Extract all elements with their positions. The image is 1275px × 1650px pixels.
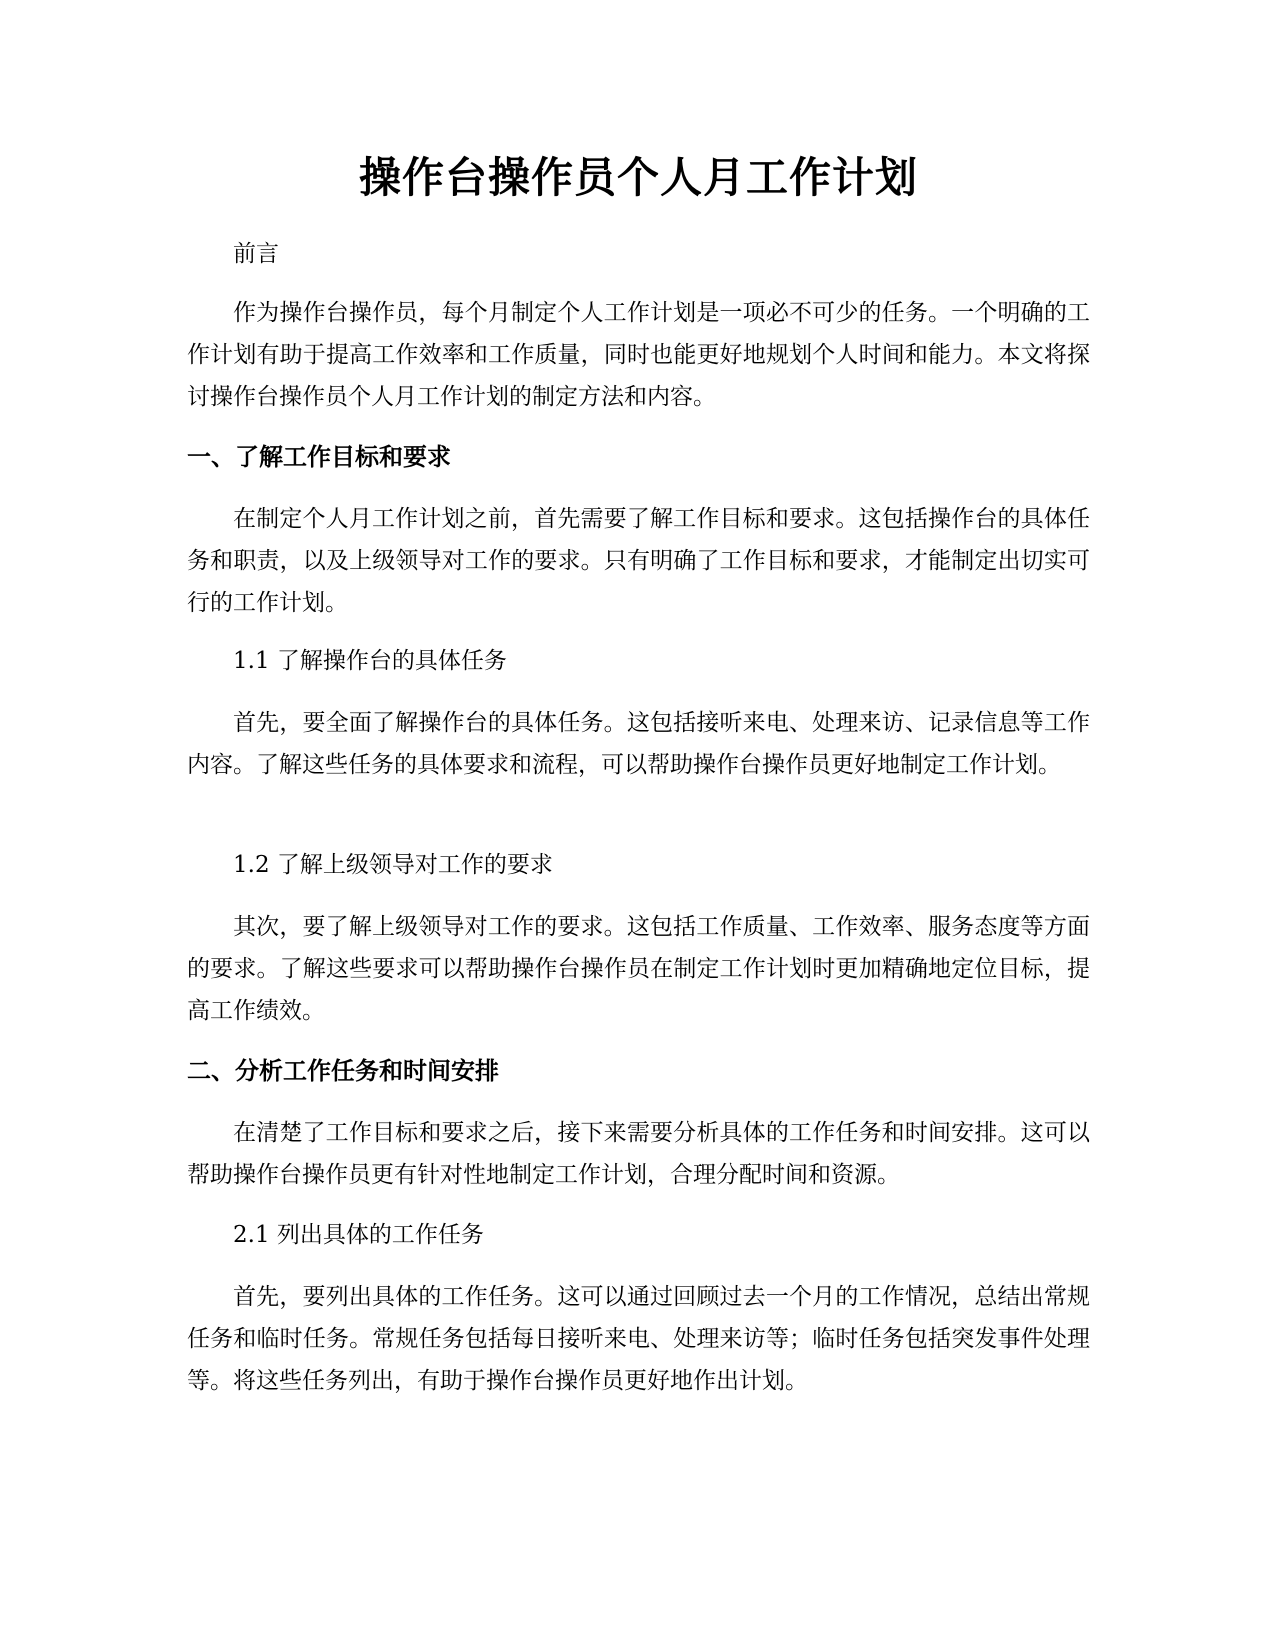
document-title: 操作台操作员个人月工作计划	[358, 153, 918, 202]
section-2-intro-paragraph: 在清楚了工作目标和要求之后，接下来需要分析具体的工作任务和时间安排。这可以帮助操作台操作员更有针对性地制定工作计划，合理分配时间和资源。	[187, 1120, 1090, 1188]
subsection-2-1-heading: 2.1 列出具体的工作任务	[233, 1222, 484, 1248]
subsection-1-1-heading: 1.1 了解操作台的具体任务	[233, 648, 507, 674]
subsection-1-2-paragraph: 其次，要了解上级领导对工作的要求。这包括工作质量、工作效率、服务态度等方面的要求。了解这些要求可以帮助操作台操作员在制定工作计划时更加精确地定位目标，提高工作绩效。	[187, 914, 1090, 1024]
section-1-intro-paragraph: 在制定个人月工作计划之前，首先需要了解工作目标和要求。这包括操作台的具体任务和职责，以及上级领导对工作的要求。只有明确了工作目标和要求，才能制定出切实可行的工作计划。	[187, 506, 1090, 616]
preface-label: 前言	[233, 241, 279, 267]
subsection-2-1-paragraph: 首先，要列出具体的工作任务。这可以通过回顾过去一个月的工作情况，总结出常规任务和临时任务。常规任务包括每日接听来电、处理来访等；临时任务包括突发事件处理等。将这些任务列出，有助于操作台操作员更好地作出计划。	[187, 1284, 1090, 1394]
subsection-1-2-heading: 1.2 了解上级领导对工作的要求	[233, 852, 553, 878]
subsection-1-1-paragraph: 首先，要全面了解操作台的具体任务。这包括接听来电、处理来访、记录信息等工作内容。了解这些任务的具体要求和流程，可以帮助操作台操作员更好地制定工作计划。	[187, 710, 1090, 778]
section-1-heading: 一、了解工作目标和要求	[187, 443, 451, 471]
section-2-heading: 二、分析工作任务和时间安排	[187, 1057, 499, 1085]
preface-paragraph: 作为操作台操作员，每个月制定个人工作计划是一项必不可少的任务。一个明确的工作计划有助于提高工作效率和工作质量，同时也能更好地规划个人时间和能力。本文将探讨操作台操作员个人月工作计划的制定方法和内容。	[187, 300, 1090, 410]
